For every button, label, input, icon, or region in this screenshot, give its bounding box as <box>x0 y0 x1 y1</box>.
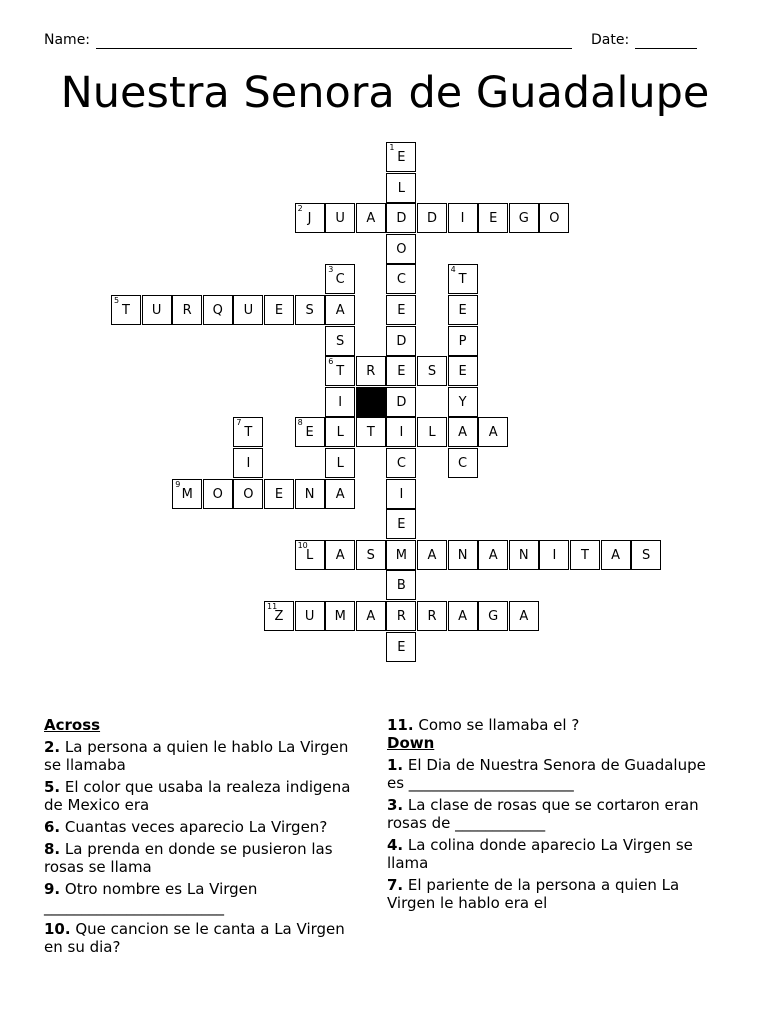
cell-letter: E <box>397 639 406 655</box>
cell-letter: A <box>366 609 376 624</box>
clue-item <box>387 876 727 912</box>
grid-cell <box>539 540 569 570</box>
cell-letter: G <box>518 211 529 227</box>
clue-number: 3 <box>328 265 334 275</box>
cell-letter: S <box>366 547 375 563</box>
grid-cell <box>356 203 386 233</box>
clue-item <box>44 778 364 814</box>
cell-letter: A <box>335 486 345 502</box>
grid-cell <box>478 203 508 233</box>
cell-letter: C <box>396 272 406 288</box>
cell-letter: M <box>395 547 407 563</box>
cell-letter: I <box>246 456 251 471</box>
cell-letter: A <box>458 609 468 624</box>
cell-letter: C <box>335 272 345 288</box>
cell-letter: S <box>427 364 437 380</box>
grid-cell <box>386 601 416 631</box>
grid-cell <box>417 601 447 631</box>
grid-cell <box>356 601 386 631</box>
clue-item-number: 6. <box>44 818 61 836</box>
grid-cell <box>448 203 478 233</box>
cell-letter: E <box>397 364 406 380</box>
cell-letter: M <box>181 486 193 502</box>
black-cell <box>356 387 386 417</box>
grid-cell <box>325 387 355 417</box>
cell-letter: L <box>336 425 344 441</box>
grid-cell <box>448 540 478 570</box>
cell-letter: J <box>307 211 312 227</box>
grid-cell <box>233 295 263 325</box>
grid-cell <box>142 295 172 325</box>
cell-letter: G <box>488 609 499 624</box>
cell-letter: N <box>518 547 529 563</box>
cell-letter: I <box>399 486 404 502</box>
clue-number: 11 <box>267 602 278 611</box>
cell-letter: I <box>460 211 465 227</box>
cell-letter: B <box>396 578 406 594</box>
cell-letter: P <box>458 333 467 349</box>
cell-letter: A <box>335 303 345 318</box>
cell-letter: T <box>244 425 253 441</box>
cell-letter: Y <box>458 394 467 410</box>
grid-cell <box>570 540 600 570</box>
clue-item <box>387 796 727 832</box>
clue-item-text: El Dia de Nuestra Senora de Guadalupe es ______________________ <box>387 756 706 792</box>
date-label: Date: <box>591 32 630 48</box>
cell-letter: E <box>274 486 284 502</box>
cell-letter: E <box>458 303 467 318</box>
clue-item <box>387 836 727 872</box>
cell-letter: L <box>428 425 436 441</box>
cell-letter: A <box>458 425 468 441</box>
grid-cell <box>295 540 325 570</box>
grid-cell <box>448 448 478 478</box>
grid-cell <box>386 632 416 662</box>
grid-cell <box>325 203 355 233</box>
grid-cell <box>264 295 294 325</box>
cell-letter: E <box>274 303 284 318</box>
cell-letter: L <box>336 456 344 471</box>
grid-cell <box>386 570 416 600</box>
cell-letter: C <box>458 456 468 471</box>
clue-item-text: Que cancion se le canta a La Virgen en su dia? <box>44 920 345 956</box>
cell-letter: R <box>427 609 437 624</box>
grid-cell <box>448 387 478 417</box>
clue-item-text: El color que usaba la realeza indigena de Mexico era <box>44 778 351 814</box>
grid-cell <box>325 448 355 478</box>
cell-letter: T <box>366 425 375 441</box>
cell-letter: O <box>396 241 407 257</box>
cell-letter: E <box>489 211 498 227</box>
grid-cell <box>325 417 355 447</box>
clue-item-number: 8. <box>44 840 61 858</box>
grid-cell <box>356 356 386 386</box>
cell-letter: D <box>396 211 407 227</box>
grid-cell <box>386 540 416 570</box>
grid-cell <box>386 326 416 356</box>
grid-cell <box>264 601 294 631</box>
cell-letter: A <box>519 609 529 624</box>
cell-letter: A <box>335 547 345 563</box>
grid-cell <box>295 295 325 325</box>
grid-cell <box>509 203 539 233</box>
cell-letter: C <box>396 456 406 471</box>
clue-item-number: 5. <box>44 778 61 796</box>
grid-cell <box>478 540 508 570</box>
grid-cell <box>386 234 416 264</box>
clue-item-number: 4. <box>387 836 404 854</box>
cell-letter: T <box>581 547 589 563</box>
grid-cell <box>111 295 141 325</box>
clue-item-number: 1. <box>387 756 404 774</box>
clue-item-number: 2. <box>44 738 61 756</box>
clue-item <box>387 756 727 792</box>
clue-item-text: La persona a quien le hablo La Virgen se llamaba <box>44 738 349 774</box>
grid-cell <box>325 264 355 294</box>
clue-number: 4 <box>450 265 456 275</box>
cell-letter: Q <box>212 303 223 318</box>
clue-number: 7 <box>236 418 242 428</box>
clue-number: 2 <box>297 204 303 214</box>
grid-cell <box>417 356 447 386</box>
clue-item-text: El pariente de la persona a quien La Virgen le hablo era el <box>387 876 680 912</box>
grid-cell <box>386 417 416 447</box>
cell-letter: O <box>549 211 560 227</box>
cell-letter: N <box>304 486 315 502</box>
grid-cell <box>295 479 325 509</box>
grid-cell <box>448 601 478 631</box>
clue-item <box>44 880 364 916</box>
clue-item-number: 3. <box>387 796 404 814</box>
grid-cell <box>478 601 508 631</box>
clue-item-number: 11. <box>387 716 414 734</box>
grid-cell <box>386 295 416 325</box>
cell-letter: A <box>366 211 376 227</box>
grid-cell <box>295 203 325 233</box>
grid-cell <box>233 417 263 447</box>
cell-letter: D <box>426 211 437 227</box>
grid-cell <box>386 264 416 294</box>
clue-item-text: La clase de rosas que se cortaron eran rosas de ____________ <box>387 796 699 832</box>
name-line <box>96 48 572 49</box>
cell-letter: A <box>611 547 621 563</box>
cell-letter: S <box>642 547 651 563</box>
grid-cell <box>203 295 233 325</box>
grid-cell <box>386 387 416 417</box>
cell-letter: L <box>397 180 406 196</box>
clue-item <box>44 920 364 956</box>
grid-cell <box>295 417 325 447</box>
cell-letter: L <box>305 547 314 563</box>
cell-letter: A <box>488 425 498 441</box>
cell-letter: A <box>427 547 437 563</box>
clues-left-column <box>44 716 364 956</box>
cell-letter: I <box>399 425 404 441</box>
clue-number: 10 <box>297 540 308 550</box>
grid-cell <box>478 417 508 447</box>
cell-letter: I <box>552 547 557 563</box>
clue-item <box>387 716 727 734</box>
grid-cell <box>325 356 355 386</box>
clue-item <box>44 738 364 774</box>
grid-cell <box>417 203 447 233</box>
grid-cell <box>356 417 386 447</box>
clue-number: 6 <box>328 357 334 367</box>
grid-cell <box>203 479 233 509</box>
cell-letter: R <box>182 303 192 318</box>
cell-letter: S <box>305 303 314 318</box>
cell-letter: R <box>396 609 406 624</box>
cell-letter: S <box>336 333 345 349</box>
cell-letter: O <box>212 486 223 502</box>
grid-cell <box>386 448 416 478</box>
cell-letter: T <box>458 272 467 288</box>
cell-letter: T <box>122 303 130 318</box>
grid-cell <box>631 540 661 570</box>
clue-item-number: 9. <box>44 880 61 898</box>
cell-letter: U <box>243 303 254 318</box>
grid-cell <box>601 540 631 570</box>
grid-cell <box>233 479 263 509</box>
cell-letter: A <box>488 547 498 563</box>
cell-letter: Z <box>274 609 284 624</box>
clue-number: 8 <box>297 418 303 428</box>
grid-cell <box>172 295 202 325</box>
grid-cell <box>386 203 416 233</box>
cell-letter: D <box>396 394 407 410</box>
grid-cell <box>448 356 478 386</box>
cell-letter: N <box>457 547 468 563</box>
grid-cell <box>325 326 355 356</box>
grid-cell <box>233 448 263 478</box>
grid-cell <box>172 479 202 509</box>
grid-cell <box>509 540 539 570</box>
clue-item-text: La prenda en donde se pusieron las rosas se llama <box>44 840 333 876</box>
clue-item <box>44 818 364 836</box>
clue-item-text: Como se llamaba el ? <box>413 716 580 734</box>
cell-letter: U <box>304 609 315 624</box>
grid-cell <box>295 601 325 631</box>
grid-cell <box>325 601 355 631</box>
cell-letter: T <box>336 364 345 380</box>
clue-item-text: Cuantas veces aparecio La Virgen? <box>60 818 328 836</box>
grid-cell <box>417 540 447 570</box>
cell-letter: O <box>243 486 254 502</box>
page-title: Nuestra Senora de Guadalupe <box>60 68 710 118</box>
clue-item-text: La colina donde aparecio La Virgen se llama <box>387 836 693 872</box>
down-heading: Down <box>387 734 435 752</box>
grid-cell <box>448 295 478 325</box>
clue-item-text: Otro nombre es La Virgen ________________________ <box>44 880 258 916</box>
name-label: Name: <box>44 32 91 48</box>
grid-cell <box>386 173 416 203</box>
date-line <box>635 48 697 49</box>
grid-cell <box>325 540 355 570</box>
clues-right-column <box>387 716 727 912</box>
cell-letter: E <box>397 150 406 165</box>
clue-number: 9 <box>175 479 181 489</box>
clue-item <box>44 840 364 876</box>
cell-letter: E <box>397 303 406 318</box>
grid-cell <box>264 479 294 509</box>
grid-cell <box>448 326 478 356</box>
clue-number: 5 <box>114 296 120 305</box>
grid-cell <box>386 479 416 509</box>
grid-cell <box>386 356 416 386</box>
cell-letter: I <box>338 394 343 410</box>
grid-cell <box>539 203 569 233</box>
grid-cell <box>417 417 447 447</box>
cell-letter: D <box>396 333 407 349</box>
grid-cell <box>325 295 355 325</box>
grid-cell <box>386 142 416 172</box>
clue-item-number: 10. <box>44 920 71 938</box>
grid-cell <box>325 479 355 509</box>
clue-item-number: 7. <box>387 876 404 894</box>
cell-letter: U <box>151 303 162 318</box>
cell-letter: R <box>366 364 376 380</box>
cell-letter: M <box>334 609 346 624</box>
cell-letter: E <box>397 517 406 533</box>
cell-letter: U <box>335 211 345 227</box>
cell-letter: E <box>458 364 467 380</box>
grid-cell <box>448 417 478 447</box>
grid-cell <box>448 264 478 294</box>
grid-cell <box>386 509 416 539</box>
grid-cell <box>356 540 386 570</box>
clue-number: 1 <box>389 143 395 152</box>
across-heading: Across <box>44 716 101 734</box>
grid-cell <box>509 601 539 631</box>
cell-letter: E <box>305 425 314 441</box>
